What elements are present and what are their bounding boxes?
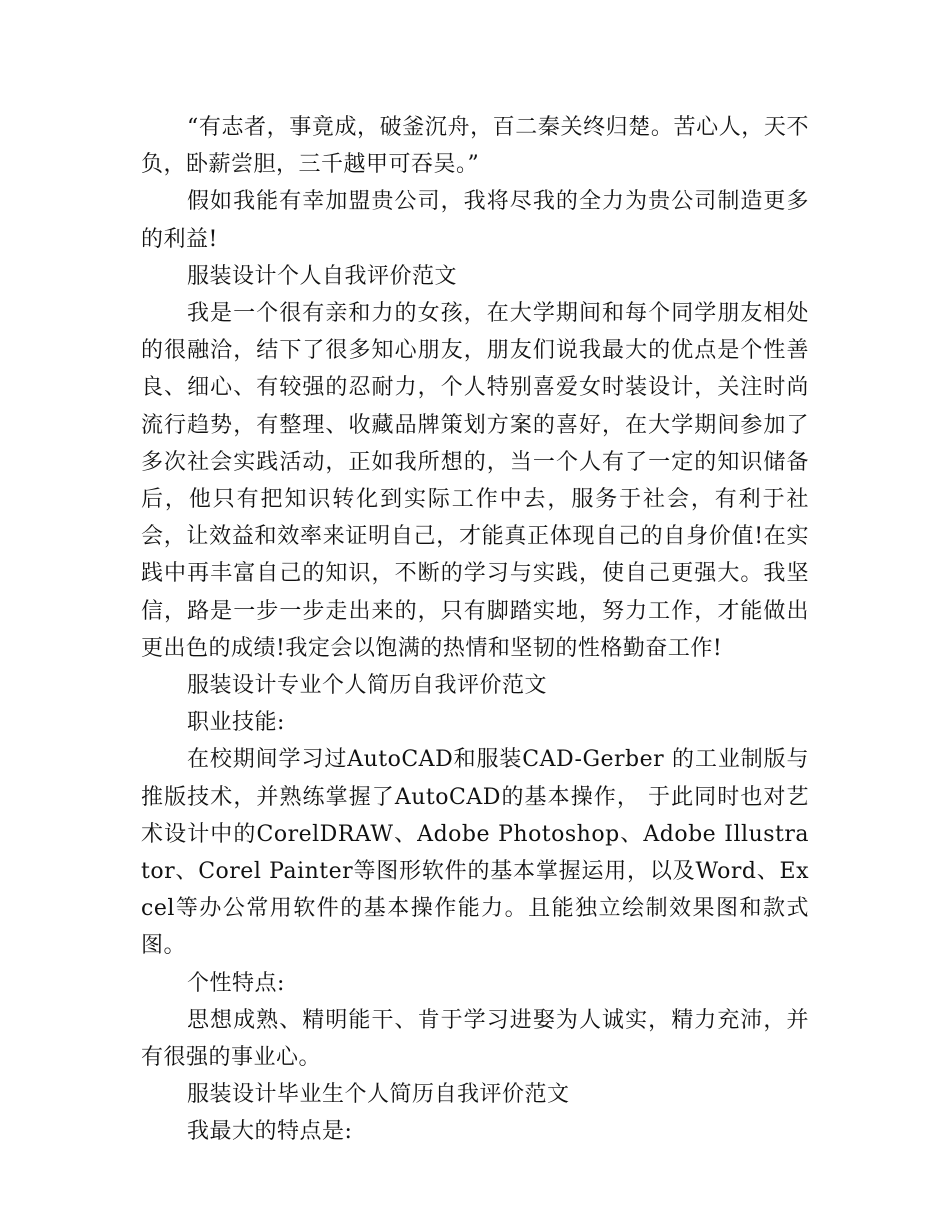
- join-company-paragraph: 假如我能有幸加盟贵公司，我将尽我的全力为贵公司制造更多的利益!: [141, 189, 809, 252]
- section-title-graduate-resume: 服装设计毕业生个人简历自我评价范文: [187, 1082, 570, 1108]
- document-body: [141, 109, 809, 1151]
- traits-label: 个性特点:: [187, 970, 285, 996]
- skills-paragraph: 在校期间学习过AutoCAD和服装CAD-Gerber 的工业制版与推版技术，并熟练掌握了AutoCAD的基本操作， 于此同时也对艺术设计中的CorelDRAW、Adobe Photoshop、Adobe Illustrator、Corel Painter等图形软件的基本掌握运用，以及Word、Excel等办公常用软件的基本操作能力。且能独立绘制效果图和款式图。: [141, 747, 809, 959]
- skills-label: 职业技能:: [187, 710, 285, 736]
- section-title-self-evaluation: 服装设计个人自我评价范文: [187, 263, 458, 289]
- traits-paragraph: 思想成熟、精明能干、肯于学习进娶为人诚实，精力充沛，并有很强的事业心。: [141, 1007, 809, 1071]
- self-evaluation-paragraph: 我是一个很有亲和力的女孩，在大学期间和每个同学朋友相处的很融洽，结下了很多知心朋友，朋友们说我最大的优点是个性善良、细心、有较强的忍耐力，个人特别喜爱女时装设计，关注时尚流行趋势，有整理、收藏品牌策划方案的喜好，在大学期间参加了多次社会实践活动，正如我所想的，当一个人有了一定的知识储备后，他只有把知识转化到实际工作中去，服务于社会，有利于社会，让效益和效率来证明自己，才能真正体现自己的自身价值!在实践中再丰富自己的知识，不断的学习与实践，使自己更强大。我坚信，路是一步一步走出来的，只有脚踏实地，努力工作，才能做出更出色的成绩!我定会以饱满的热情和坚韧的性格勤奋工作!: [141, 301, 809, 661]
- biggest-feature-label: 我最大的特点是:: [187, 1119, 353, 1145]
- quote-paragraph: “有志者，事竟成，破釜沉舟，百二秦关终归楚。苦心人，天不负，卧薪尝胆，三千越甲可吞吴。”: [141, 115, 809, 178]
- section-title-professional-resume: 服装设计专业个人简历自我评价范文: [187, 673, 548, 699]
